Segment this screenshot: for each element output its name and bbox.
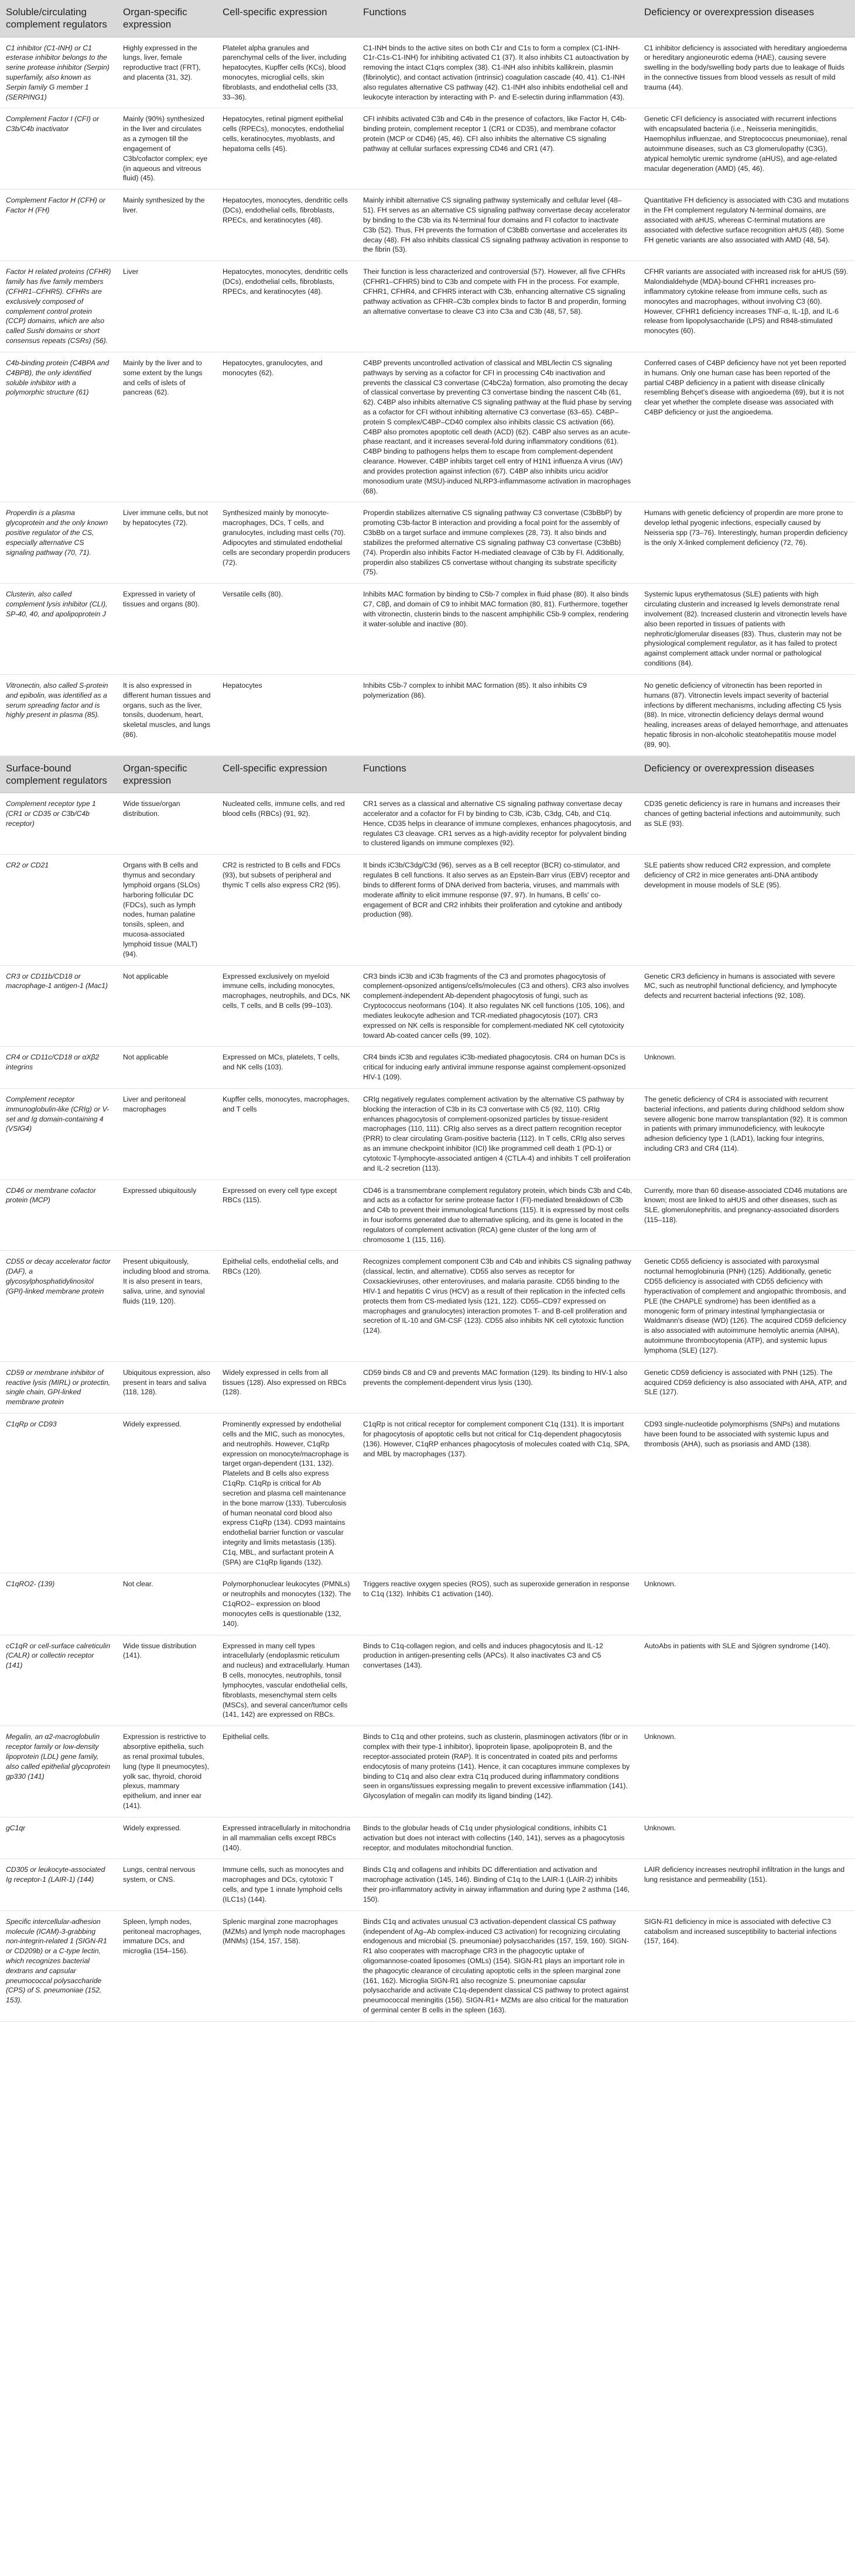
cell-expression-cell: Prominently expressed by endothelial cells and the MIC, such as monocytes, and neutrophils. However, C1qRp expression on monocyte/macrophage is target organ-dependent (131, 132). Platelets and B cells also express C1qRp. C1qRp is critical for Ab secretion and plasma cell maintenance in the bone marrow (133). Tuberculosis of human neonatal cord blood also express C1qRp (134). CD93 maintains endothelial barrier function or vascular integrity and limits metastasis (135). C1q, MBL, and surfactant protein A (SPA) are C1qRp ligands (132). (223, 1420, 349, 1566)
organ-expression-cell: Wide tissue/organ distribution. (123, 800, 180, 818)
functions-cell: Binds C1q and collagens and inhibits DC differentiation and activation and macrophage activation (145, 146). Binding of C1q to the LAIR-1 (LAIR-2) inhibits their pro-inflammatory activity in airway inflammation and during type 2 asthma (146, 150). (363, 1865, 630, 1903)
regulator-name-cell: CD55 or decay accelerator factor (DAF), a glycosylphosphatidylinositol (GPI)-linked membrane protein (6, 1257, 111, 1295)
diseases-cell: CFHR variants are associated with increased risk for aHUS (59). Malondialdehyde (MDA)-bound CFHR1 increases pro-inflammatory cytokine release from immune cells, such as monocytes and macrophages, without involving C3 (60). However, CFHR1 deficiency increases TNF-α, IL-1β, and IL-6 release from lipopolysaccharide (LPS) and R848-stimulated monocytes (60). (644, 267, 849, 335)
organ-expression-cell: Ubiquitous expression, also present in tears and saliva (118, 128). (123, 1368, 211, 1397)
cell-expression-cell: Nucleated cells, immune cells, and red blood cells (RBCs) (91, 92). (223, 800, 345, 818)
table-row (0, 1859, 855, 1910)
organ-expression-cell: Present ubiquitously, including blood and stroma. It is also present in tears, saliva, urine, and synovial fluids (119, 120). (123, 1257, 211, 1305)
diseases-cell: No genetic deficiency of vitronectin has been reported in humans (87). Vitronectin levels impact severity of bacterial infections by different mechanisms, including affecting C5 lysis (88). In mice, vitronectin deficiency delays dermal wound healing, increases areas of delayed hemorrhage, and attenuates hepatic fibrosis in non-alcoholic steatohepatitis mouse model (89, 90). (644, 681, 849, 749)
functions-cell: CD46 is a transmembrane complement regulatory protein, which binds C3b and C4b, and acts as a cofactor for serine protease factor I (FI)-mediated breakdown of C3b and C4b to prevent their immunological functions (115). It is expressed by most cells in four isoforms generated due to alternative splicing, and its gene is located in the regulators of complement activation (RCA) gene cluster of the long arm of chromosome 1 (115, 116). (363, 1186, 632, 1244)
cell-expression-cell: CR2 is restricted to B cells and FDCs (93), but subsets of peripheral and thymic T cells also express CR2 (95). (223, 861, 341, 889)
diseases-cell: Unknown. (644, 1053, 676, 1062)
regulator-name-cell: CD305 or leukocyte-associated Ig receptor-1 (LAIR-1) (144) (6, 1865, 105, 1884)
soluble-table-body (0, 37, 855, 756)
functions-cell: Binds to C1q and other proteins, such as clusterin, plasminogen activators (fibr or in complex with their type-1 inhibitor), lipoprotein lipase, apolipoprotein B, and the receptor-associated protein (RAP). It is concentrated in coated pits and performs endocytosis of many proteins (141). Hence, it can cocaptures immune complexes by binding to C1q and also clear extra C1q produced during inflammatory conditions seen in organs/tissues expressing megalin to prevent excessive inflammation (141). Glycosylation of megalin can modify its ligand binding (142). (363, 1733, 630, 1800)
functions-cell: CFI inhibits activated C3b and C4b in the presence of cofactors, like Factor H, C4b-binding protein, complement receptor 1 (CR1 or CD35), and membrane cofactor protein (MCP or CD46) (45, 46). CFI also inhibits the alternative CS signaling pathway at cellular surfaces expressing CD46 and CR1 (47). (363, 115, 627, 153)
functions-cell: Binds C1q and activates unusual C3 activation-dependent classical CS pathway (independent of Ag–Ab complex-induced C3 activation) for recognizing circulating endogenous and microbial (S. pneumoniae) polysaccharides (157, 159, 160). SIGN-R1 also cooperates with macrophage CR3 in the phagocytic uptake of oligomannose-coated liposomes (OMLs) (154). SIGN-R1 plays an important role in the phagocytic clearance of circulating apoptotic cells in the spleen marginal zone (161, 162). Microglia SIGN-R1 also recognize S. pneumoniae capsular polysaccharide and activate C1q-dependent classical CS pathway to protect against pneumococcal meningitis (156). SIGN-R1+ MZMs are also critical for the maturation of germinal center B cells in the spleen (163). (363, 1917, 629, 2015)
diseases-cell: CD35 genetic deficiency is rare in humans and increases their chances of getting bacterial infections and autoimmunity, such as SLE (93). (644, 800, 840, 828)
organ-expression-cell: Widely expressed. (123, 1823, 182, 1832)
regulator-name-cell: CR3 or CD11b/CD18 or macrophage-1 antigen-1 (Mac1) (6, 972, 108, 990)
regulator-name-cell: Complement receptor immunoglobulin-like (CRIg) or V-set and Ig domain-containing 4 (VSIG4) (6, 1095, 110, 1133)
organ-expression-cell: Expressed in variety of tissues and organs (80). (123, 590, 200, 609)
regulator-name-cell: CD59 or membrane inhibitor of reactive lysis (MIRL) or protectin, single chain, GPI-linked membrane protein (6, 1368, 111, 1407)
functions-cell: CR3 binds iC3b and iC3b fragments of the C3 and promotes phagocytosis of complement-opsonized antigens/cells/molecules (C3 and others). CR3 also involves complement-independent Ab-dependent phagocytosis of fungi, such as Cryptococcus neoformans (104). It also regulates NK cell functions (105, 106), and mediates leukocyte adhesion and TCR-mediated phagocytosis (107). CR3 expressed on NK cells is responsible for complement-mediated NK cell cytotoxicity toward Ab-coated cancer cells (99, 102). (363, 972, 629, 1040)
cell-expression-cell: Hepatocytes, retinal pigment epithelial cells (RPECs), monocytes, endothelial cells, keratinocytes, myoblasts, and hepatoma cells (45). (223, 115, 344, 153)
header-col-regulator: Soluble/circulating complement regulators (6, 6, 107, 30)
cell-expression-cell: Polymorphonuclear leukocytes (PMNLs) or neutrophils and monocytes (132). The C1qRO2– expression on blood monocytes cells is questionable (132, 140). (223, 1580, 351, 1628)
table-row (0, 1726, 855, 1817)
functions-cell: C1-INH binds to the active sites on both C1r and C1s to form a complex (C1-INH-C1r-C1s-C1-INH) for inhibiting activated C1 (37). It also inhibits C1 autoactivation by removing the intact C1qrs complex (38). C1-INH also inhibits kallikrein, plasmin (fibrinolytic), and contact activation (intrinsic) coagulation cascade (40, 41). C1-INH also regulates alternative CS pathway (42). C1-INH also inhibits endothelial cell and leukocyte interaction by interacting with P- and E-selectin during inflammation (43). (363, 43, 629, 101)
cell-expression-cell: Kupffer cells, monocytes, macrophages, and T cells (223, 1095, 350, 1113)
organ-expression-cell: Highly expressed in the lungs, liver, female reproductive tract (FRT), and placenta (31, 32). (123, 43, 201, 81)
header-col-diseases: Deficiency or overexpression diseases (644, 6, 815, 18)
diseases-cell: CD93 single-nucleotide polymorphisms (SNPs) and mutations have been found to be associated with systemic lupus and thrombosis (AHA), such as psoriasis and AMD (138). (644, 1420, 840, 1448)
table-row (0, 37, 855, 109)
header-col-organ: Organ-specific expression (123, 762, 187, 786)
diseases-cell: Currently, more than 60 disease-associated CD46 mutations are known; most are linked to aHUS and other diseases, such as SLE, glomerulonephritis, and pregnancy-associated disorders (115–118). (644, 1186, 847, 1224)
regulator-name-cell: CD46 or membrane cofactor protein (MCP) (6, 1186, 96, 1205)
cell-expression-cell: Platelet alpha granules and parenchymal cells of the liver, including hepatocytes, Kupffer cells (KCs), blood monocytes, microglial cells, skin fibroblasts, and endothelial cells (33, 33–36). (223, 43, 347, 101)
organ-expression-cell: Not applicable (123, 1053, 169, 1062)
table-row (0, 1911, 855, 2022)
regulator-name-cell: Megalin, an α2-macroglobulin receptor family or low-density lipoprotein (LDL) gene family, also called epithelial glycoprotein gp330 (141) (6, 1733, 111, 1781)
regulator-name-cell: C1 inhibitor (C1-INH) or C1 esterase inhibitor belongs to the serine protease inhibitor (Serpin) superfamily, also known as Serpin family G member 1 (SERPING1) (6, 43, 110, 101)
diseases-cell: Unknown. (644, 1580, 676, 1589)
regulator-name-cell: C4b-binding protein (C4BPA and C4BPB), the only identified soluble inhibitor with a polymorphic structure (61) (6, 358, 110, 397)
regulator-name-cell: Clusterin, also called complement lysis inhibitor (CLI), SP-40, 40, and apolipoprotein J (6, 590, 108, 618)
table-row (0, 261, 855, 352)
organ-expression-cell: Organs with B cells and thymus and secondary lymphoid organs (SLOs) harboring follicular DC (FDCs), such as lymph nodes, human palatine tonsils, spleen, and mucosa-associated lymphoid tissue (MALT) (94). (123, 861, 200, 958)
table-row (0, 108, 855, 190)
regulator-name-cell: cC1qR or cell-surface calreticulin (CALR) or collectin receptor (141) (6, 1641, 111, 1670)
table-row (0, 1573, 855, 1635)
cell-expression-cell: Hepatocytes, granulocytes, and monocytes (62). (223, 358, 323, 377)
header-col-cell: Cell-specific expression (223, 6, 327, 18)
table-row (0, 793, 855, 855)
cell-expression-cell: Epithelial cells, endothelial cells, and RBCs (120). (223, 1257, 338, 1276)
regulator-name-cell: C1qRp or CD93 (6, 1420, 57, 1429)
cell-expression-cell: Hepatocytes (223, 681, 262, 690)
functions-cell: Their function is less characterized and controversial (57). However, all five CFHRs (CFHR1–CFHR5) bind to C3b and compete with FH in the process. For example, CFHR1, CFHR4, and CFHR5 interact with C3b, enhancing alternative CS signaling pathway activation as CFHR–C3b complex binds to factor B and properdin, forming an alternative convertase to cleave C3 into C3a and C3b (48, 57, 58). (363, 267, 627, 315)
functions-cell: Recognizes complement component C3b and C4b and inhibits CS signaling pathway (classical, lectin, and alternative). CD55 also serves as receptor for Coxsackieviruses, other enteroviruses, and malaria parasite. CD55 binding to the HIV-1 and hepatitis C virus (HCV) as a result of their replication in the infected cells protects them from CS-mediated lysis (121, 122). CD55–CD97 expressed on macrophages and granulocytes) interaction promotes T- and B-cell proliferation and secretion of IL-10 and GM-CSF (123). CD55 also inhibits NK cell cytotoxic function (124). (363, 1257, 631, 1335)
diseases-cell: The genetic deficiency of CR4 is associated with recurrent bacterial infections, and patients during childhood seldom show severe allogenic bone marrow transplantation (92). It is common in patients with primary immunodeficiency, with leukocyte adhesion deficiency type 1 (LAD1), lacking four integrins, including CR3 and CR4 (114). (644, 1095, 847, 1153)
regulator-name-cell: C1qRO2- (139) (6, 1580, 55, 1589)
organ-expression-cell: Not applicable (123, 972, 169, 980)
cell-expression-cell: Expressed intracellularly in mitochondria in all mammalian cells except RBCs (140). (223, 1823, 351, 1852)
regulator-name-cell: Complement receptor type 1 (CR1 or CD35 or C3b/C4b receptor) (6, 800, 96, 828)
organ-expression-cell: Wide tissue distribution (141). (123, 1641, 197, 1660)
surface-table-body (0, 793, 855, 2022)
diseases-cell: C1 inhibitor deficiency is associated with hereditary angioedema or hereditary angioneurotic edema (HAE), causing severe swelling in the body/swelling body parts due to leakage of fluids in the connective tissues from blood vessels as result of mild trauma (44). (644, 43, 847, 91)
cell-expression-cell: Expressed in many cell types intracellularly (endoplasmic reticulum and nucleus) and extracellularly. Human B cells, monocytes, neutrophils, tonsil lymphocytes, vascular endothelial cells, fibroblasts, mesenchymal stem cells (MSCs), and several cancer/tumor cells (141, 142) are expressed on RBCs. (223, 1641, 350, 1719)
functions-cell: CR1 serves as a classical and alternative CS signaling pathway convertase decay accelerator and a cofactor for FI by binding to C3b, iC3b, C3dg, C4b, and C1q. Hence, CD35 helps in clearance of immune complexes, enhances phagocytosis, and regulates C3 cleavage. CR1 serves as a high-avidity receptor for polyvalent binding to clustered ligands on immune complexes (92). (363, 800, 631, 848)
header-col-functions: Functions (363, 762, 406, 774)
functions-cell: It binds iC3b/C3dg/C3d (96), serves as a B cell receptor (BCR) co-stimulator, and regulates B cell functions. It also serves as an Epstein-Barr virus (EBV) receptor and binds to different forms of DNA derived from bacteria, viruses, and mammals with moderate affinity to elicit immune response (97, 97). In humans, B cells' co-engagement of BCR and CR2 inhibits their proliferation and cytokine and antibody production (98). (363, 861, 630, 919)
cell-expression-cell: Splenic marginal zone macrophages (MZMs) and lymph node macrophages (MNMs) (154, 157, 158). (223, 1917, 346, 1946)
table-row (0, 966, 855, 1047)
cell-expression-cell: Immune cells, such as monocytes and macrophages and DCs, cytotoxic T cells, and type 1 innate lymphoid cells (ILC1s) (144). (223, 1865, 344, 1903)
table-row (0, 1180, 855, 1251)
regulator-name-cell: Properdin is a plasma glycoprotein and the only known positive regulator of the CS, especially alternative CS signaling pathway (70, 71). (6, 509, 108, 557)
organ-expression-cell: Lungs, central nervous system, or CNS. (123, 1865, 196, 1884)
functions-cell: CRIg negatively regulates complement activation by the alternative CS pathway by blocking the interaction of C3b in its C3 convertase with C5 (92, 110). CRIg enhances phagocytosis of complement-opsonized particles by tissue-resident macrophages (110, 111). CRIg also serves as a direct pattern recognition receptor (PRR) to clear circulating Gram-positive bacteria (112). In T cells, CRIg also serves as an immune checkpoint inhibitor (ICI) like programmed cell death 1 (PD-1) or cytotoxic T-lymphocyte-associated antigen 4 (CTLA-4) and inhibits T cell proliferation and IL-2 secretion (113). (363, 1095, 631, 1172)
functions-cell: Binds to the globular heads of C1q under physiological conditions, inhibits C1 activation but does not interact with collectins (140, 141), serves as a phagocytosis receptor, and modulates mitochondrial function. (363, 1823, 625, 1852)
table-row (0, 675, 855, 756)
functions-cell: Properdin stabilizes alternative CS signaling pathway C3 convertase (C3bBbP) by promoting C3b-factor B interaction and providing a focal point for the assembly of C3bBb on a target surface and immune complexes (28, 73). It also binds and stabilizes the preformed alternative CS signaling pathway C3 convertase (C3bBb) (74). Properdin also inhibits Factor H-mediated cleavage of C3b by FI. Additionally, properdin also stabilizes C5 convertase without changing its substrate specificity (75). (363, 509, 624, 577)
functions-cell: CD59 binds C8 and C9 and prevents MAC formation (129). Its binding to HIV-1 also prevents the complement-dependent virus lysis (130). (363, 1368, 628, 1387)
regulator-name-cell: Complement Factor I (CFI) or C3b/C4b inactivator (6, 115, 100, 133)
table-row (0, 190, 855, 261)
header-col-diseases: Deficiency or overexpression diseases (644, 762, 815, 774)
diseases-cell: Conferred cases of C4BP deficiency have not yet been reported in humans. Only one human case has been reported of the partial C4BP deficiency in a patient with disease clinically resembling Behçet's disease with angioedema (69), but it is not clear yet whether the complete disease was associated with C4BP deficiency or just the angioedema. (644, 358, 846, 416)
diseases-cell: LAIR deficiency increases neutrophil infiltration in the lungs and lung resistance and permeability (151). (644, 1865, 845, 1884)
functions-cell: Triggers reactive oxygen species (ROS), such as superoxide generation in response to C1q (132). Inhibits C1 activation (140). (363, 1580, 630, 1599)
cell-expression-cell: Expressed exclusively on myeloid immune cells, including monocytes, macrophages, neutrophils, and DCs, NK cells, T cells, and B cells (99–103). (223, 972, 351, 1010)
regulator-name-cell: gC1qr (6, 1823, 26, 1832)
table-row (0, 584, 855, 675)
cell-expression-cell: Hepatocytes, monocytes, dendritic cells (DCs), endothelial cells, fibroblasts, RPECs, and keratinocytes (48). (223, 196, 348, 224)
organ-expression-cell: Liver and peritoneal macrophages (123, 1095, 186, 1113)
organ-expression-cell: Not clear. (123, 1580, 153, 1589)
regulator-name-cell: Vitronectin, also called S-protein and epibolin, was identified as a serum spreading factor and is highly present in plasma (85). (6, 681, 108, 719)
cell-expression-cell: Expressed on MCs, platelets, T cells, and NK cells (103). (223, 1053, 340, 1072)
table-row (0, 1817, 855, 1859)
regulator-name-cell: CR2 or CD21 (6, 861, 49, 870)
header-col-functions: Functions (363, 6, 406, 18)
header-col-regulator: Surface-bound complement regulators (6, 762, 107, 786)
organ-expression-cell: It is also expressed in different human tissues and organs, such as the liver, tonsils, duodenum, heart, skeletal muscles, and lungs (86). (123, 681, 211, 739)
organ-expression-cell: Liver (123, 267, 139, 276)
cell-expression-cell: Synthesized mainly by monocyte-macrophages, DCs, T cells, and granulocytes, including mast cells (70). Adipocytes and stimulated endothelial cells are secondary properdin producers (72). (223, 509, 350, 567)
diseases-cell: Genetic CFI deficiency is associated with recurrent infections with encapsulated bacteria (i.e., Neisseria meningitidis, Haemophilus influenzae, and Streptococcus pneumoniae), renal autoimmune diseases, such as C3 glomerulopathy (C3G), atypical hemolytic uremic syndrome (aHUS), and age-related macular degeneration (AMD) (45, 46). (644, 115, 847, 173)
table-row (0, 855, 855, 965)
diseases-cell: Genetic CD59 deficiency is associated with PNH (125). The acquired CD59 deficiency is also associated with AHA, ATP, and SLE (127). (644, 1368, 847, 1397)
diseases-cell: AutoAbs in patients with SLE and Sjögren syndrome (140). (644, 1641, 830, 1650)
regulator-name-cell: Complement Factor H (CFH) or Factor H (FH) (6, 196, 105, 215)
cell-expression-cell: Widely expressed in cells from all tissues (128). Also expressed on RBCs (128). (223, 1368, 347, 1397)
functions-cell: Mainly inhibit alternative CS signaling pathway systemically and cellular level (48–51). FH serves as an alternative CS signaling pathway convertase decay accelerator by binding to the C3b via its N-terminal four domains and FI cofactor to inactivate C3b (52). Thus, FH prevents the formation of C3bBb convertase and accelerates its decay (48). FH also inhibits classical CS signaling pathway activation in response to the fibrin (53). (363, 196, 630, 254)
organ-expression-cell: Spleen, lymph nodes, peritoneal macrophages, immature DCs, and microglia (154–156). (123, 1917, 202, 1956)
functions-cell: C1qRp is not critical receptor for complement component C1q (131). It is important for phagocytosis of apoptotic cells but not critical for C1q-dependent phagocytosis (136). However, C1qRP enhances phagocytosis of molecules coated with C1q, SPA, and MBL by macrophages (137). (363, 1420, 630, 1458)
cell-expression-cell: Expressed on every cell type except RBCs (115). (223, 1186, 337, 1205)
cell-expression-cell: Versatile cells (80). (223, 590, 283, 599)
cell-expression-cell: Hepatocytes, monocytes, dendritic cells (DCs), endothelial cells, fibroblasts, RPECs, and keratinocytes (48). (223, 267, 348, 296)
organ-expression-cell: Expression is restrictive to absorptive epithelia, such as renal proximal tubules, lung (type II pneumocytes), yolk sac, thyroid, choroid plexus, mammary epithelium, and inner ear (141). (123, 1733, 209, 1810)
organ-expression-cell: Widely expressed. (123, 1420, 182, 1429)
organ-expression-cell: Liver immune cells, but not by hepatocytes (72). (123, 509, 208, 527)
table-row (0, 1251, 855, 1361)
regulator-name-cell: Specific intercellular-adhesion molecule (ICAM)-3-grabbing non-integrin-related 1 (SIGN-R1 or CD209b) or a C-type lectin, which recognizes bacterial dextrans and capsular pneumococcal polysaccharide (CPS) of S. pneumoniae (152, 153). (6, 1917, 107, 2005)
diseases-cell: Quantitative FH deficiency is associated with C3G and mutations in the FH complement regulatory N-terminal domains, are associated with aHUS, whereas C-terminal mutations are associated with defective surface recognition aHUS (48). Some FH genetic variants are also associated with AMD (48, 54). (644, 196, 849, 244)
table-row (0, 1362, 855, 1414)
organ-expression-cell: Mainly by the liver and to some extent by the lungs and cells of islets of pancreas (62). (123, 358, 203, 397)
functions-cell: Inhibits C5b-7 complex to inhibit MAC formation (85). It also inhibits C9 polymerization (86). (363, 681, 587, 699)
table-row (0, 1047, 855, 1088)
diseases-cell: Unknown. (644, 1823, 676, 1832)
organ-expression-cell: Mainly synthesized by the liver. (123, 196, 205, 215)
functions-cell: Inhibits MAC formation by binding to C5b-7 complex in fluid phase (80). It also binds C7, C8β, and domain of C9 to inhibit MAC formation (80, 81). Furthermore, together with vitronectin, clusterin binds to the nascent amphiphilic C5b-9 complex, rendering it water-soluble and inactive (80). (363, 590, 629, 628)
diseases-cell: SLE patients show reduced CR2 expression, and complete deficiency of CR2 in mice generates anti-DNA antibody development in mouse models of SLE (95). (644, 861, 831, 889)
functions-cell: CR4 binds iC3b and regulates iC3b-mediated phagocytosis. CR4 on human DCs is critical for inducing early antiviral immune response against complement-opsonized HIV-1 (109). (363, 1053, 626, 1082)
cell-expression-cell: Epithelial cells. (223, 1733, 270, 1741)
diseases-cell: SIGN-R1 deficiency in mice is associated with defective C3 catabolism and increased susceptibility to bacterial infections (157, 164). (644, 1917, 837, 1946)
table-row (0, 1635, 855, 1727)
organ-expression-cell: Expressed ubiquitously (123, 1186, 197, 1195)
diseases-cell: Genetic CD55 deficiency is associated with paroxysmal nocturnal hemoglobinuria (PNH) (125). Additionally, genetic CD55 deficiency is associated with CD55 deficiency with hyperactivation of complement and angiopathic thrombosis, and PLE (the CHAPLE syndrome) has been identified as a monogenic form of primary intestinal lymphangiectasia or Waldmann's disease (WD) (126). The acquired CD59 deficiency is also associated with autoimmune hemolytic anemia (AIHA), autoimmune thrombocytopenia (ATP), and systemic lupus lymphoma (SLE) (127). (644, 1257, 847, 1354)
table-row (0, 1089, 855, 1180)
diseases-cell: Systemic lupus erythematosus (SLE) patients with high circulating clusterin and increased Ig levels demonstrate renal involvement (82). Increased clusterin and vitronectin levels have also been reported in tissues of patients with nephrotic/glomerular diseases (83). Thus, clusterin may not be physiological complement regulator, as it has failed to protect against complement attack under normal or pathological conditions (84). (644, 590, 847, 668)
header-col-cell: Cell-specific expression (223, 762, 327, 774)
table-row (0, 352, 855, 503)
surface-table-header (0, 756, 855, 794)
regulator-name-cell: CR4 or CD11c/CD18 or αXβ2 integrins (6, 1053, 100, 1072)
header-col-organ: Organ-specific expression (123, 6, 187, 30)
functions-cell: Binds to C1q-collagen region, and cells and induces phagocytosis and IL-12 production in antigen-presenting cells (APCs). It also inactivates C3 and C5 convertases (143). (363, 1641, 603, 1670)
table-row (0, 1414, 855, 1573)
soluble-table-header (0, 0, 855, 37)
organ-expression-cell: Mainly (90%) synthesized in the liver and circulates as a zymogen till the engagement of C3b/cofactor complex; eye (in aqueous and vitreous fluid) (45). (123, 115, 208, 183)
table-row (0, 502, 855, 584)
regulator-name-cell: Factor H related proteins (CFHR) family has five family members (CFHR1–CFHR5). CFHRs are exclusively composed of complement control protein (CCP) domains, which are also called Sushi domains or short consensus repeats (CSRs) (56). (6, 267, 111, 345)
functions-cell: C4BP prevents uncontrolled activation of classical and MBL/lectin CS signaling pathways by serving as a cofactor for CFI in processing C4b inactivation and prevents the classical C3 convertase (C4bC2a) formation, also promoting the decay of classical convertase by preventing C3 convertase binding the nascent C4b (61, 62). C4BP also inhibits alternative CS signaling pathway at the fluid phase by serving as a cofactor for CFI without inhibiting alternative C3 convertase (63–65). C4BP–protein S complex/C4BP–CD40 complex also inhibits classic CS activation (66). C4BP also promotes apoptotic cell death (ACD) (62). C4BP also serves as an acute-phase reactant, and it increases several-fold during inflammatory conditions (61). C4BP binding to pathogens helps them to escape from complement-dependent clearance. However, C4BP inhibits target cell entry of H1N1 influenza A virus (IAV) and provides protection against infection (67). C4BP also inhibits uricu acid/or monosodium urate (MSU)-induced NLRP3-inflammasome activation in macrophages (68). (363, 358, 632, 495)
diseases-cell: Genetic CR3 deficiency in humans is associated with severe MC, such as neutrophil functional deficiency, and lymphocyte defects and recurrent bacterial infections (92, 108). (644, 972, 837, 1000)
diseases-cell: Humans with genetic deficiency of properdin are more prone to develop lethal pyogenic infections, especially caused by Neisseria spp (73–76). Interestingly, human properdin deficiency is the only X-linked complement deficiency (72, 76). (644, 509, 848, 547)
diseases-cell: Unknown. (644, 1733, 676, 1741)
